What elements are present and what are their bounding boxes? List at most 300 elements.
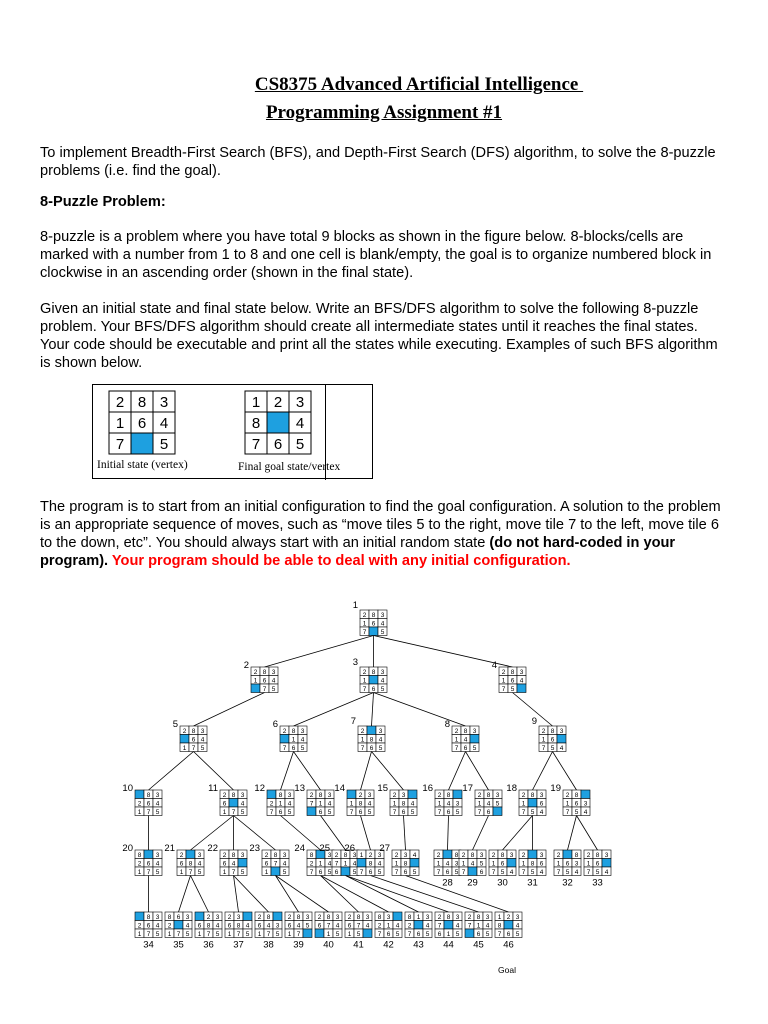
tile-label: 5 xyxy=(530,868,535,876)
tile-label: 8 xyxy=(470,851,475,859)
tree-edge xyxy=(448,816,449,851)
tree-node xyxy=(165,912,192,951)
tile-label: 6 xyxy=(334,868,339,876)
tree-node xyxy=(495,912,522,951)
tile-label: 8 xyxy=(371,611,376,619)
blank-cell xyxy=(315,929,324,938)
tree-node xyxy=(489,850,516,889)
node-number-label: 23 xyxy=(249,843,260,854)
blank-cell xyxy=(443,850,452,859)
tile-label: 7 xyxy=(146,930,151,938)
tile-label: 8 xyxy=(358,800,363,808)
tile-label: 2 xyxy=(167,922,172,930)
tile-label: 1 xyxy=(416,913,421,921)
tree-node xyxy=(519,850,546,889)
tile-label: 6 xyxy=(264,860,269,868)
tile-label: 1 xyxy=(556,860,561,868)
tile-label: 2 xyxy=(309,860,314,868)
tile-label: 7 xyxy=(461,868,466,876)
tile-label: 3 xyxy=(485,913,490,921)
blank-cell xyxy=(393,912,402,921)
tile-label: 4 xyxy=(446,800,451,808)
tile-label: 7 xyxy=(437,808,442,816)
tile-label: 1 xyxy=(386,922,391,930)
tile-label: 5 xyxy=(352,868,357,876)
node-number-label: 35 xyxy=(173,939,184,951)
tile-label: 5 xyxy=(240,868,245,876)
tile-label: 3 xyxy=(365,913,370,921)
tile-label: 3 xyxy=(403,851,408,859)
tile-label: 3 xyxy=(215,913,220,921)
tile-label: 3 xyxy=(380,668,385,676)
tile-label: 3 xyxy=(380,611,385,619)
node-number-label: 27 xyxy=(379,843,390,854)
tile-label: 1 xyxy=(137,930,142,938)
tile-label: 5 xyxy=(240,808,245,816)
tile-label: 7 xyxy=(191,744,196,752)
tile-label: 7 xyxy=(273,860,278,868)
tile-label: 8 xyxy=(309,851,314,859)
blank-cell xyxy=(271,867,280,876)
tile-label: 2 xyxy=(358,791,363,799)
tile-label: 7 xyxy=(541,744,546,752)
tree-edge xyxy=(568,816,577,851)
tile-label: 8 xyxy=(574,851,579,859)
tile-label: 5 xyxy=(485,930,490,938)
tree-edge xyxy=(149,752,194,791)
tile-label: 3 xyxy=(271,668,276,676)
blank-cell xyxy=(507,859,516,868)
tile-label: 4 xyxy=(300,736,305,744)
tile-label: 1 xyxy=(392,800,397,808)
node-number-label: 25 xyxy=(319,843,330,854)
tile-label: 6 xyxy=(369,744,374,752)
tile-label: 3 xyxy=(305,913,310,921)
goal-tile-label: 1 xyxy=(251,394,261,411)
tile-label: 2 xyxy=(501,668,506,676)
tile-label: 4 xyxy=(509,868,514,876)
tile-label: 3 xyxy=(282,851,287,859)
tile-label: 1 xyxy=(326,930,331,938)
tile-label: 4 xyxy=(155,922,160,930)
tile-label: 8 xyxy=(530,860,535,868)
program-bold-text: (do not hard-coded in your program). xyxy=(40,535,676,569)
tile-label: 4 xyxy=(365,922,370,930)
tile-label: 7 xyxy=(556,868,561,876)
tree-node xyxy=(207,843,247,876)
tile-label: 8 xyxy=(318,791,323,799)
node-number-label: 16 xyxy=(422,783,433,794)
tile-label: 6 xyxy=(371,620,376,628)
tile-label: 6 xyxy=(486,808,491,816)
tile-label: 2 xyxy=(137,922,142,930)
tile-label: 4 xyxy=(271,677,276,685)
node-number-label: 13 xyxy=(294,783,305,794)
node-number-label: 43 xyxy=(413,939,424,951)
tile-label: 2 xyxy=(222,791,227,799)
tile-label: 7 xyxy=(146,808,151,816)
tile-label: 2 xyxy=(586,851,591,859)
tile-label: 5 xyxy=(197,868,202,876)
tile-label: 6 xyxy=(401,808,406,816)
tree-edge xyxy=(577,816,598,851)
node-number-label: 18 xyxy=(506,783,517,794)
tile-label: 6 xyxy=(437,930,442,938)
tile-label: 3 xyxy=(515,913,520,921)
goal-tile-label: 2 xyxy=(273,394,283,411)
node-number-label: 22 xyxy=(207,843,218,854)
tile-label: 4 xyxy=(410,800,415,808)
course-title: CS8375 Advanced Artificial Intelligence xyxy=(254,74,584,95)
initial-state-caption: Initial state (vertex) xyxy=(97,459,188,471)
tree-node xyxy=(462,783,502,816)
node-number-label: 11 xyxy=(208,783,218,794)
node-number-label: 24 xyxy=(294,843,305,854)
node-number-label: 30 xyxy=(497,877,508,889)
tile-label: 5 xyxy=(412,868,417,876)
tile-label: 7 xyxy=(437,922,442,930)
tree-node xyxy=(315,912,342,951)
tile-label: 4 xyxy=(378,736,383,744)
tile-label: 7 xyxy=(231,868,236,876)
tile-label: 4 xyxy=(185,922,190,930)
tile-label: 4 xyxy=(425,922,430,930)
tree-edge xyxy=(404,816,406,851)
node-number-label: 40 xyxy=(323,939,334,951)
node-number-label: 31 xyxy=(527,877,538,889)
node-number-label: 34 xyxy=(143,939,154,951)
tile-label: 3 xyxy=(327,791,332,799)
tile-label: 3 xyxy=(287,791,292,799)
tree-node xyxy=(294,783,334,816)
blank-cell xyxy=(135,912,144,921)
tile-label: 8 xyxy=(188,860,193,868)
blank-cell xyxy=(251,684,260,693)
tile-label: 4 xyxy=(470,860,475,868)
tile-label: 4 xyxy=(231,860,236,868)
tile-label: 6 xyxy=(146,800,151,808)
tile-label: 2 xyxy=(334,851,339,859)
tile-label: 4 xyxy=(519,677,524,685)
node-number-label: 10 xyxy=(122,783,133,794)
tile-label: 5 xyxy=(287,808,292,816)
blank-cell xyxy=(517,684,526,693)
goal-tile-label: 6 xyxy=(273,436,283,453)
tree-node xyxy=(379,843,419,876)
tile-label: 7 xyxy=(309,800,314,808)
tile-label: 6 xyxy=(191,736,196,744)
tree-node xyxy=(255,912,282,951)
tile-label: 6 xyxy=(416,930,421,938)
tile-label: 3 xyxy=(300,727,305,735)
blank-cell xyxy=(465,929,474,938)
tile-label: 3 xyxy=(200,727,205,735)
tile-label: 7 xyxy=(282,744,287,752)
tile-label: 3 xyxy=(539,851,544,859)
goal-state-caption: Final goal state/vertex xyxy=(238,461,341,473)
tree-node xyxy=(375,912,402,951)
tree-node xyxy=(135,912,162,951)
tree-edge xyxy=(371,876,479,913)
blank-cell xyxy=(363,929,372,938)
tile-label: 2 xyxy=(362,668,367,676)
tile-label: 3 xyxy=(377,851,382,859)
tile-label: 1 xyxy=(476,922,481,930)
node-number-label: 15 xyxy=(377,783,388,794)
tree-edge xyxy=(372,693,374,727)
tile-label: 1 xyxy=(521,800,526,808)
tile-label: 2 xyxy=(392,791,397,799)
tile-label: 3 xyxy=(479,851,484,859)
tile-label: 7 xyxy=(436,868,441,876)
node-number-label: 29 xyxy=(467,877,478,889)
tile-label: 7 xyxy=(206,930,211,938)
tile-label: 8 xyxy=(167,913,172,921)
blank-cell xyxy=(410,859,419,868)
tile-label: 1 xyxy=(586,860,591,868)
tile-label: 1 xyxy=(253,677,258,685)
tile-label: 4 xyxy=(583,808,588,816)
node-number-label: 21 xyxy=(164,843,175,854)
node-number-label: 3 xyxy=(352,657,358,668)
tree-edge xyxy=(191,876,209,913)
tree-node xyxy=(273,719,307,752)
tile-label: 8 xyxy=(296,913,301,921)
node-number-label: 14 xyxy=(334,783,345,794)
tile-label: 8 xyxy=(407,913,412,921)
tree-node xyxy=(334,783,374,816)
tile-label: 6 xyxy=(358,808,363,816)
blank-cell xyxy=(273,912,282,921)
tile-label: 4 xyxy=(240,800,245,808)
node-number-label: 32 xyxy=(562,877,573,889)
tile-label: 1 xyxy=(521,860,526,868)
tile-label: 2 xyxy=(491,851,496,859)
node-number-label: 37 xyxy=(233,939,244,951)
tile-label: 4 xyxy=(604,868,609,876)
tile-label: 5 xyxy=(378,744,383,752)
tile-label: 7 xyxy=(269,808,274,816)
tile-label: 3 xyxy=(197,851,202,859)
tree-node xyxy=(584,850,611,889)
tile-label: 6 xyxy=(445,868,450,876)
tile-label: 7 xyxy=(236,930,241,938)
tile-label: 6 xyxy=(222,800,227,808)
tile-label: 7 xyxy=(586,868,591,876)
tile-label: 4 xyxy=(155,800,160,808)
tree-node xyxy=(225,912,252,951)
blank-cell xyxy=(238,859,247,868)
tile-label: 4 xyxy=(327,860,332,868)
tile-label: 7 xyxy=(231,808,236,816)
tile-label: 2 xyxy=(461,851,466,859)
tile-label: 2 xyxy=(206,913,211,921)
tile-label: 8 xyxy=(371,668,376,676)
tile-label: 1 xyxy=(477,800,482,808)
tile-label: 2 xyxy=(347,913,352,921)
tile-label: 7 xyxy=(356,922,361,930)
initial-tile-label: 8 xyxy=(137,394,147,411)
tile-label: 6 xyxy=(446,808,451,816)
tile-label: 1 xyxy=(362,677,367,685)
tile-label: 2 xyxy=(257,913,262,921)
tree-node xyxy=(405,912,432,951)
tile-label: 5 xyxy=(215,930,220,938)
tree-node xyxy=(377,783,417,816)
blank-cell xyxy=(174,921,183,930)
blank-cell xyxy=(341,867,350,876)
initial-state-grid xyxy=(107,389,197,459)
tree-node xyxy=(435,912,462,951)
tree-edge xyxy=(321,876,389,913)
tile-label: 6 xyxy=(291,744,296,752)
tile-label: 7 xyxy=(176,930,181,938)
tree-edge xyxy=(346,876,419,913)
tile-label: 8 xyxy=(446,791,451,799)
tile-label: 4 xyxy=(412,851,417,859)
tree-node xyxy=(353,600,387,636)
tile-label: 5 xyxy=(245,930,250,938)
tree-edge xyxy=(281,752,294,791)
tile-label: 7 xyxy=(362,685,367,693)
tile-label: 7 xyxy=(497,930,502,938)
blank-cell xyxy=(367,726,376,735)
tile-label: 7 xyxy=(296,930,301,938)
tile-label: 8 xyxy=(595,851,600,859)
blank-cell xyxy=(493,807,502,816)
goal-label: Goal xyxy=(498,965,516,975)
blank-cell xyxy=(453,790,462,799)
tile-label: 6 xyxy=(287,922,292,930)
tile-label: 4 xyxy=(197,860,202,868)
tile-label: 1 xyxy=(362,620,367,628)
tile-label: 8 xyxy=(497,922,502,930)
blank-cell xyxy=(581,790,590,799)
tree-node xyxy=(122,783,162,816)
tile-label: 3 xyxy=(378,727,383,735)
tile-label: 5 xyxy=(410,808,415,816)
tile-label: 6 xyxy=(539,800,544,808)
tile-label: 1 xyxy=(278,800,283,808)
tile-label: 8 xyxy=(574,791,579,799)
tile-label: 5 xyxy=(550,744,555,752)
tile-label: 5 xyxy=(595,868,600,876)
tile-label: 8 xyxy=(273,851,278,859)
tree-edge xyxy=(276,876,329,913)
tile-label: 5 xyxy=(305,922,310,930)
tile-label: 2 xyxy=(467,913,472,921)
blank-cell xyxy=(357,859,366,868)
tile-label: 8 xyxy=(510,668,515,676)
tile-label: 1 xyxy=(394,860,399,868)
tile-label: 6 xyxy=(368,868,373,876)
tile-label: 5 xyxy=(155,930,160,938)
blank-cell xyxy=(414,921,423,930)
assignment-title: Programming Assignment #1 xyxy=(265,102,503,123)
tile-label: 8 xyxy=(262,668,267,676)
node-number-label: 36 xyxy=(203,939,214,951)
tree-edge xyxy=(234,876,239,913)
blank-cell xyxy=(131,433,153,454)
tile-label: 2 xyxy=(506,913,511,921)
tile-label: 4 xyxy=(200,736,205,744)
tile-label: 7 xyxy=(565,808,570,816)
tile-label: 2 xyxy=(222,851,227,859)
problem-paragraph: 8-puzzle is a problem where you have total 9 blocks as shown in the figure below. 8-blocks/cells are marked with a number from 1 to 8 and one cell is blank/empty, the goal is to organize numbered block in clockwise in an ascending order (shown in the final state). xyxy=(40,229,712,281)
node-number-label: 6 xyxy=(272,719,278,730)
tile-label: 8 xyxy=(278,791,283,799)
blank-cell xyxy=(369,627,378,636)
node-number-label: 4 xyxy=(491,660,497,671)
tile-label: 1 xyxy=(501,677,506,685)
tile-label: 5 xyxy=(282,868,287,876)
tile-label: 4 xyxy=(335,922,340,930)
tile-label: 4 xyxy=(352,860,357,868)
node-number-label: 19 xyxy=(550,783,561,794)
tile-label: 7 xyxy=(146,868,151,876)
tile-label: 2 xyxy=(454,727,459,735)
tile-label: 8 xyxy=(368,860,373,868)
tile-label: 8 xyxy=(326,913,331,921)
tile-label: 6 xyxy=(386,930,391,938)
tile-label: 3 xyxy=(454,860,459,868)
tile-label: 2 xyxy=(282,727,287,735)
tree-node xyxy=(208,783,247,816)
tile-label: 3 xyxy=(335,913,340,921)
tile-label: 8 xyxy=(446,913,451,921)
tile-label: 4 xyxy=(463,736,468,744)
tile-label: 1 xyxy=(257,930,262,938)
tile-label: 5 xyxy=(455,930,460,938)
tile-label: 3 xyxy=(155,791,160,799)
program-red-text: Your program should be able to deal with any initial configuration. xyxy=(108,553,571,569)
tile-label: 8 xyxy=(369,736,374,744)
tile-label: 7 xyxy=(491,868,496,876)
tile-label: 1 xyxy=(137,808,142,816)
goal-tile-label: 4 xyxy=(295,415,305,432)
blank-cell xyxy=(557,735,566,744)
tile-label: 6 xyxy=(176,913,181,921)
tile-label: 2 xyxy=(377,922,382,930)
tile-label: 2 xyxy=(407,922,412,930)
tree-node xyxy=(445,719,479,752)
tile-label: 5 xyxy=(155,808,160,816)
tile-label: 7 xyxy=(359,868,364,876)
tile-label: 4 xyxy=(155,860,160,868)
tile-label: 4 xyxy=(539,868,544,876)
blank-cell xyxy=(303,929,312,938)
tile-label: 7 xyxy=(521,808,526,816)
tile-label: 5 xyxy=(454,868,459,876)
tree-edge xyxy=(294,693,374,727)
node-number-label: 45 xyxy=(473,939,484,951)
tile-label: 1 xyxy=(491,860,496,868)
tile-label: 6 xyxy=(179,860,184,868)
tile-label: 2 xyxy=(360,727,365,735)
tile-label: 7 xyxy=(362,628,367,636)
tile-label: 5 xyxy=(356,930,361,938)
tile-label: 4 xyxy=(215,922,220,930)
tile-label: 8 xyxy=(236,922,241,930)
state-figure xyxy=(92,384,373,479)
tile-label: 2 xyxy=(137,860,142,868)
tree-edge xyxy=(346,876,449,913)
tree-node xyxy=(345,912,372,951)
tile-label: 2 xyxy=(541,727,546,735)
tile-label: 4 xyxy=(455,922,460,930)
tile-label: 7 xyxy=(266,930,271,938)
tile-label: 4 xyxy=(574,868,579,876)
